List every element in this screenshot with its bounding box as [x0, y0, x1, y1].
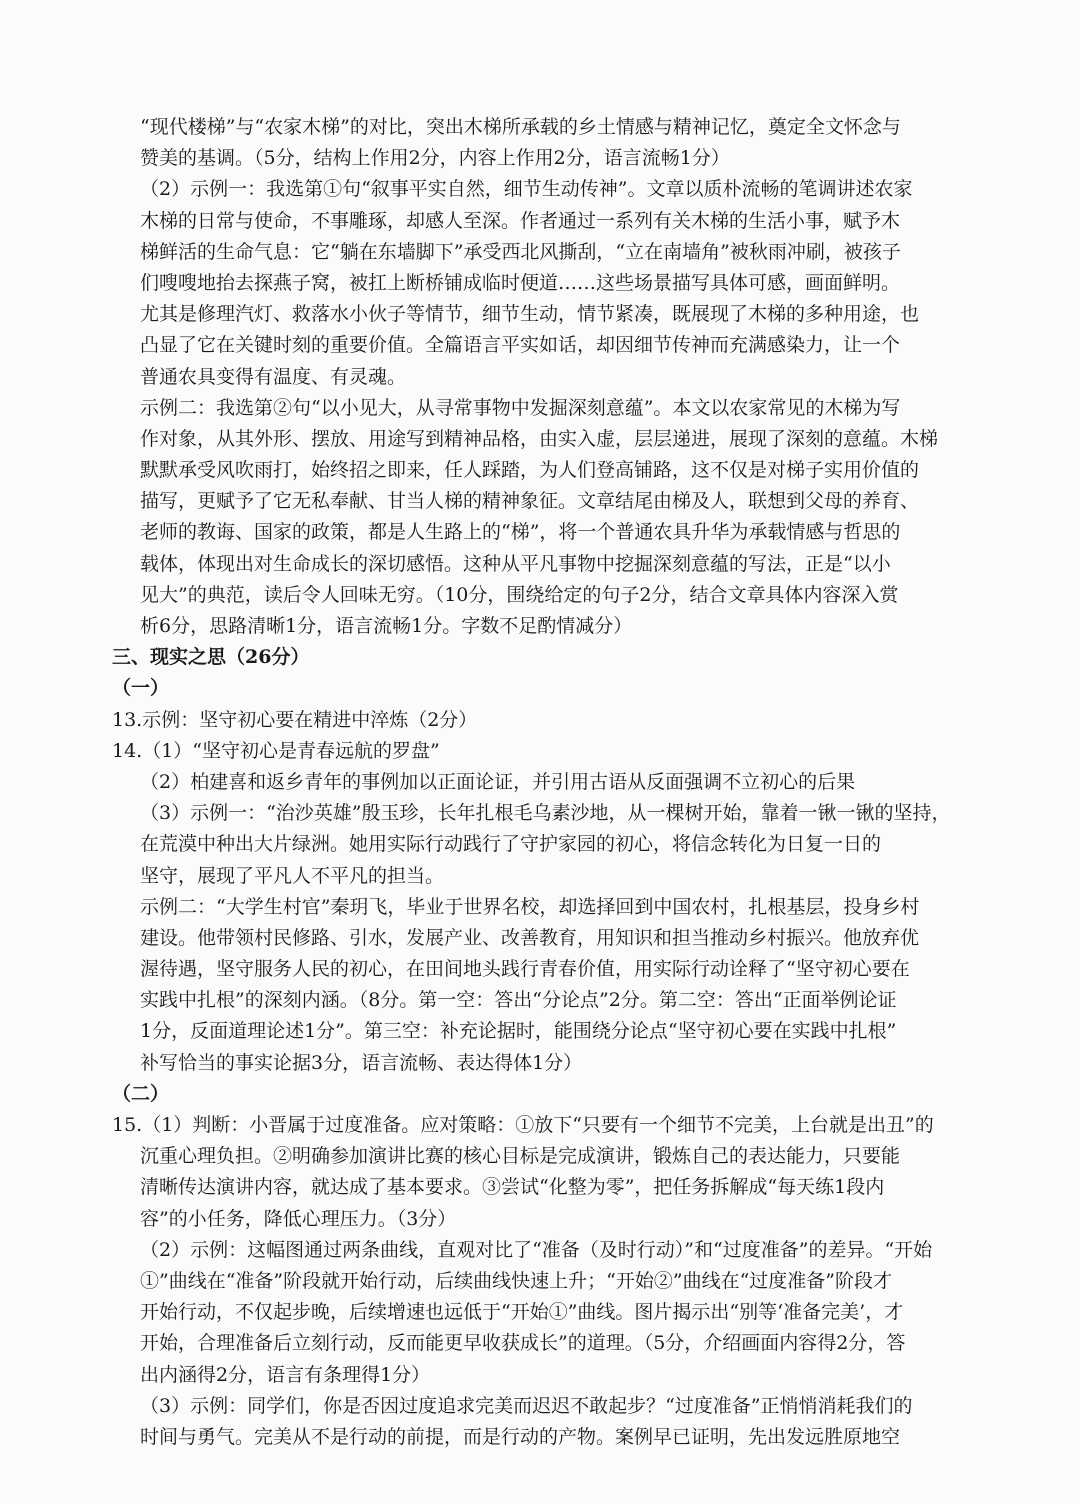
text-line: （一）: [112, 677, 170, 700]
text-line: 默默承受风吹雨打，始终招之即来，任人踩踏，为人们登高铺路，这不仅是对梯子实用价值的: [140, 459, 920, 482]
text-line: 容”的小任务，降低心理压力。（3分）: [140, 1207, 457, 1230]
text-line: 在荒漠中种出大片绿洲。她用实际行动践行了守护家园的初心，将信念转化为日复一日的: [140, 833, 882, 856]
text-line: 梯鲜活的生命气息：它“躺在东墙脚下”承受西北风撕刮，“立在南墙角”被秋雨冲刷，被孩子: [140, 240, 901, 263]
text-line: 实践中扎根”的深刻内涵。（8分。第一空：答出“分论点”2分。第二空：答出“正面举例论证: [140, 989, 897, 1012]
text-line: （2）柏建喜和返乡青年的事例加以正面论证，并引用古语从反面强调不立初心的后果: [140, 770, 856, 793]
text-line: 沉重心理负担。②明确参加演讲比赛的核心目标是完成演讲，锻炼自己的表达能力，只要能: [140, 1145, 901, 1168]
text-line: 木梯的日常与使命，不事雕琢，却感人至深。作者通过一系列有关木梯的生活小事，赋予木: [140, 209, 901, 232]
text-line: 清晰传达演讲内容，就达成了基本要求。③尝试“化整为零”，把任务拆解成“每天练1段内: [140, 1176, 885, 1199]
text-line: 作对象，从其外形、摆放、用途写到精神品格，由实入虚，层层递进，展现了深刻的意蕴。木梯: [140, 427, 939, 450]
text-line: 析6分，思路清晰1分，语言流畅1分。字数不足酌情减分）: [140, 615, 633, 637]
text-line: 赞美的基调。（5分，结构上作用2分，内容上作用2分，语言流畅1分）: [140, 147, 730, 170]
text-line: 尤其是修理汽灯、救落水小伙子等情节，细节生动，情节紧凑，既展现了木梯的多种用途，也: [140, 303, 920, 326]
text-line: “现代楼梯”与“农家木梯”的对比，突出木梯所承载的乡土情感与精神记忆，奠定全文怀念与: [140, 116, 901, 138]
text-line: 时间与勇气。完美从不是行动的前提，而是行动的产物。案例早已证明，先出发远胜原地空: [140, 1425, 901, 1448]
text-line: （2）示例：这幅图通过两条曲线，直观对比了“准备（及时行动）”和“过度准备”的差异。“开始: [140, 1238, 933, 1261]
text-line: 老师的教诲、国家的政策，都是人生路上的“梯”，将一个普通农具升华为承载情感与哲思的: [140, 521, 901, 544]
text-line: 14.（1）“坚守初心是青春远航的罗盘”: [112, 739, 440, 762]
text-line: 见大”的典范，读后令人回味无穷。（10分，围绕给定的句子2分，结合文章具体内容深入赏: [140, 583, 899, 606]
text-line: 坚守，展现了平凡人不平凡的担当。: [140, 864, 445, 887]
text-line: 示例二：“大学生村官”秦玥飞，毕业于世界名校，却选择回到中国农村，扎根基层，投身乡村: [140, 895, 920, 918]
text-line: 载体，体现出对生命成长的深切感悟。这种从平凡事物中挖掘深刻意蕴的写法，正是“以小: [140, 552, 891, 575]
text-line: 15.（1）判断：小晋属于过度准备。应对策略：①放下“只要有一个细节不完美，上台就是出丑”的: [112, 1114, 934, 1136]
answer-text-body: [112, 112, 980, 1453]
text-line: 补写恰当的事实论据3分，语言流畅、表达得体1分）: [140, 1051, 583, 1074]
text-line: 1分，反面道理论述1分”。第三空：补充论据时，能围绕分论点“坚守初心要在实践中扎根”: [140, 1020, 897, 1043]
text-line: 开始，合理准备后立刻行动，反而能更早收获成长”的道理。（5分，介绍画面内容得2分，答: [140, 1332, 906, 1355]
text-line: ①”曲线在“准备”阶段就开始行动，后续曲线快速上升；“开始②”曲线在“过度准备”阶段才: [140, 1269, 892, 1292]
text-line: 渥待遇，坚守服务人民的初心，在田间地头践行青春价值，用实际行动诠释了“坚守初心要在: [140, 958, 910, 981]
text-line: 凸显了它在关键时刻的重要价值。全篇语言平实如话，却因细节传神而充满感染力，让一个: [140, 334, 901, 357]
text-line: 开始行动，不仅起步晚，后续增速也远低于“开始①”曲线。图片揭示出“别等‘准备完美’，才: [140, 1301, 904, 1324]
text-line: （3）示例一：“治沙英雄”殷玉珍，长年扎根毛乌素沙地，从一棵树开始，靠着一锹一锹的坚持，: [140, 802, 951, 825]
text-line: 三、现实之思（26分）: [112, 646, 310, 669]
text-line: （3）示例：同学们，你是否因过度追求完美而迟迟不敢起步？“过度准备”正悄悄消耗我们的: [140, 1394, 913, 1417]
text-line: （二）: [112, 1082, 170, 1105]
text-line: 普通农具变得有温度、有灵魂。: [140, 365, 407, 388]
text-line: 们嗖嗖地抬去探燕子窝，被扛上断桥铺成临时便道……这些场景描写具体可感，画面鲜明。: [140, 271, 901, 294]
text-line: 13.示例：坚守初心要在精进中淬炼（2分）: [112, 708, 478, 731]
text-line: 建设。他带领村民修路、引水，发展产业、改善教育，用知识和担当推动乡村振兴。他放弃优: [140, 926, 920, 949]
text-line: 示例二：我选第②句“以小见大，从寻常事物中发掘深刻意蕴”。本文以农家常见的木梯为写: [140, 396, 901, 419]
text-line: （2）示例一：我选第①句“叙事平实自然，细节生动传神”。文章以质朴流畅的笔调讲述农家: [140, 178, 913, 201]
text-line: 出内涵得2分，语言有条理得1分）: [140, 1363, 431, 1386]
text-line: 描写，更赋予了它无私奉献、甘当人梯的精神象征。文章结尾由梯及人，联想到父母的养育、: [140, 490, 920, 513]
